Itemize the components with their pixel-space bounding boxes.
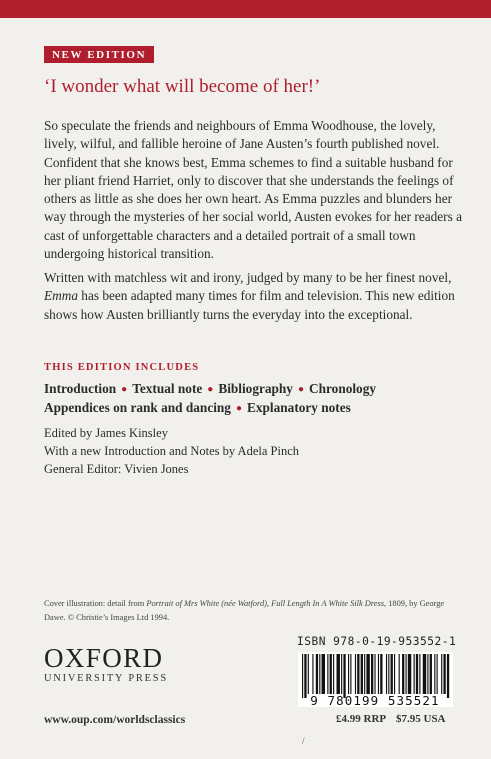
introduction-notes-credit: With a new Introduction and Notes by Adela Pinch: [44, 444, 299, 459]
barcode-bar: [366, 654, 369, 694]
edited-by: Edited by James Kinsley: [44, 426, 168, 440]
barcode-bar: [355, 654, 356, 694]
barcode-digits: 9 780199 535521: [310, 693, 440, 707]
oxford-university-press-logo: [44, 644, 168, 684]
isbn-label: ISBN 978-0-19-953552-1: [297, 635, 457, 648]
publisher-url: www.oup.com/worldsclassics: [44, 714, 186, 726]
includes-item-introduction: Introduction: [44, 381, 117, 396]
barcode-bar: [364, 654, 365, 694]
barcode-bar: [386, 654, 387, 694]
barcode-bar: [402, 654, 404, 694]
small-print-mark: /: [302, 736, 305, 746]
book-title-italic: Emma: [44, 288, 78, 304]
editor-credits: [44, 424, 299, 479]
barcode-bar: [394, 654, 395, 694]
barcode-bar: [316, 654, 318, 694]
barcode-bar: [357, 654, 359, 694]
bullet-icon: ●: [207, 384, 214, 395]
barcode-bar: [302, 654, 303, 698]
includes-row-1: [44, 380, 464, 399]
barcode-bar: [441, 654, 442, 694]
barcode-bar: [430, 654, 432, 694]
barcode-bar: [322, 654, 325, 694]
edition-includes-list: [44, 380, 464, 418]
publisher-name: OXFORD: [44, 643, 164, 673]
barcode-bar: [343, 654, 345, 698]
includes-item-textual-note: Textual note: [132, 381, 203, 396]
paragraph-2-end: has been adapted many times for film and television. This new edition shows how Austen brilliantly turns the everyday into the exceptional.: [44, 288, 455, 322]
barcode-bar: [337, 654, 340, 694]
barcode-bar: [378, 654, 379, 694]
barcode-bar: [380, 654, 382, 694]
publisher-subtitle: UNIVERSITY PRESS: [44, 673, 168, 684]
new-edition-badge: NEW EDITION: [44, 46, 154, 63]
barcode-bar: [414, 654, 415, 694]
description-paragraph-2: [44, 269, 464, 324]
includes-row-2: [44, 399, 464, 418]
paragraph-2-start: Written with matchless wit and irony, judged by many to be her finest novel,: [44, 270, 452, 285]
barcode-bar: [333, 654, 334, 694]
edition-includes-heading: THIS EDITION INCLUDES: [44, 362, 200, 373]
barcode-icon: [298, 652, 453, 707]
general-editor: General Editor: Vivien Jones: [44, 462, 189, 477]
barcode-bar: [348, 654, 349, 694]
barcode-bar: [447, 654, 449, 698]
painting-title: Portrait of Mrs White (née Watford), Full Length In A White Silk Dress: [146, 599, 385, 608]
price-usd: $7.95 USA: [396, 713, 446, 725]
includes-item-appendices: Appendices on rank and dancing: [44, 400, 231, 415]
price-gbp: £4.99 RRP: [336, 713, 387, 725]
bullet-icon: ●: [121, 384, 128, 395]
barcode-bar: [399, 654, 400, 694]
bullet-icon: ●: [297, 384, 305, 395]
barcode-bar: [443, 654, 445, 694]
barcode-bar: [408, 654, 411, 694]
includes-item-explanatory-notes: Explanatory notes: [247, 400, 351, 415]
barcode-bar: [319, 654, 320, 694]
barcode-bar: [388, 654, 389, 694]
barcode-bar: [437, 654, 438, 694]
bullet-icon: ●: [235, 403, 243, 414]
cover-illustration-credit: Cover illustration: detail from Portrait of Mrs White (née Watford), Full Length In A White Silk Dress, 1809, by George Dawe. © Christie’s Images Ltd 1994.: [44, 599, 445, 622]
barcode-bar: [312, 654, 313, 694]
barcode-bar: [341, 654, 342, 694]
barcode-bar: [423, 654, 426, 694]
barcode-bar: [391, 654, 393, 694]
barcode-bar: [434, 654, 435, 694]
barcode-bar: [374, 654, 375, 694]
barcode-bar: [406, 654, 407, 694]
barcode-bar: [419, 654, 420, 694]
barcode-bar: [427, 654, 428, 694]
barcode-bar: [416, 654, 418, 694]
barcode-bar: [304, 654, 306, 698]
tagline-quote: ‘I wonder what will become of her!’: [44, 76, 321, 97]
barcode-bar: [308, 654, 309, 694]
barcode-bar: [350, 654, 351, 694]
description-paragraph-1: So speculate the friends and neighbours of Emma Woodhouse, the lovely, lively, wilful, and fallible heroine of Jane Austen’s fourth published novel. Confident that she knows best, Emma schemes to find a suitable husband for her pliant friend Harriet, only to discover that she understands the feelings of others as little as she does her own heart. As Emma puzzles and blunders her way through the mysteries of her social world, Austen evokes for her readers a cast of unforgettable characters and a detailed portrait of a small town undergoing historical transition.: [44, 118, 462, 262]
top-color-band: [0, 0, 491, 18]
includes-item-bibliography: Bibliography: [218, 381, 293, 396]
includes-item-chronology: Chronology: [309, 381, 377, 396]
barcode-bar: [330, 654, 332, 694]
barcode-bar: [327, 654, 328, 694]
barcode-bar: [361, 654, 363, 694]
barcode-bar: [371, 654, 373, 694]
